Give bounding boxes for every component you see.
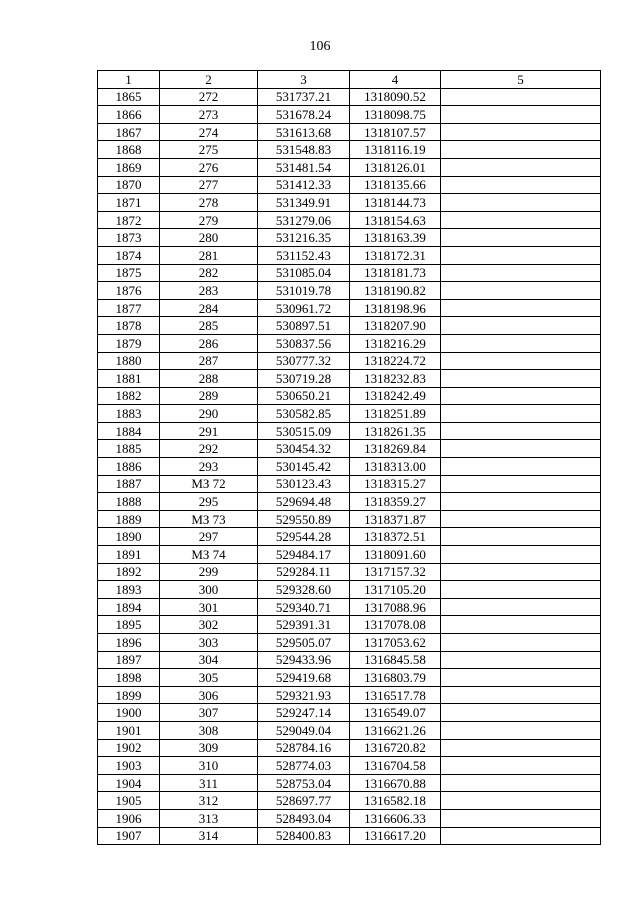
table-cell: 531548.83 — [258, 141, 350, 159]
table-cell: 531085.04 — [258, 264, 350, 282]
table-cell: 1867 — [98, 123, 160, 141]
table-row — [98, 704, 601, 722]
table-cell: МЗ 73 — [160, 510, 258, 528]
table-row — [98, 546, 601, 564]
table-cell: 1884 — [98, 422, 160, 440]
table-cell — [441, 405, 601, 423]
table-cell: 1316845.58 — [350, 651, 441, 669]
table-cell — [441, 721, 601, 739]
table-cell: 531481.54 — [258, 158, 350, 176]
table-cell: 528697.77 — [258, 792, 350, 810]
table-cell: 531678.24 — [258, 106, 350, 124]
table-cell: 528784.16 — [258, 739, 350, 757]
table-cell — [441, 563, 601, 581]
table-cell: 529391.31 — [258, 616, 350, 634]
table-cell: 1900 — [98, 704, 160, 722]
table-cell: 1882 — [98, 387, 160, 405]
table-cell: 1895 — [98, 616, 160, 634]
table-cell — [441, 546, 601, 564]
table-cell — [441, 352, 601, 370]
table-cell: 279 — [160, 211, 258, 229]
table-cell: 1905 — [98, 792, 160, 810]
table-cell: 1317053.62 — [350, 634, 441, 652]
table-row — [98, 598, 601, 616]
table-cell: 1881 — [98, 370, 160, 388]
table-row — [98, 211, 601, 229]
table-cell — [441, 581, 601, 599]
table-cell: 530719.28 — [258, 370, 350, 388]
table-cell: 1870 — [98, 176, 160, 194]
table-cell: 530123.43 — [258, 475, 350, 493]
table-cell: 530961.72 — [258, 299, 350, 317]
table-cell — [441, 493, 601, 511]
table-cell: 303 — [160, 634, 258, 652]
table-cell: 529694.48 — [258, 493, 350, 511]
table-row — [98, 141, 601, 159]
table-row — [98, 264, 601, 282]
table-cell: 1878 — [98, 317, 160, 335]
table-cell — [441, 634, 601, 652]
table-cell: 289 — [160, 387, 258, 405]
table-cell: 1887 — [98, 475, 160, 493]
table-row — [98, 158, 601, 176]
table-row — [98, 88, 601, 106]
table-cell: 529550.89 — [258, 510, 350, 528]
table-cell: 297 — [160, 528, 258, 546]
table-cell — [441, 264, 601, 282]
table-cell: 1865 — [98, 88, 160, 106]
table-cell: 530897.51 — [258, 317, 350, 335]
table-cell: 529049.04 — [258, 721, 350, 739]
table-row — [98, 686, 601, 704]
table-row — [98, 528, 601, 546]
table-cell: 272 — [160, 88, 258, 106]
table-row — [98, 317, 601, 335]
table-cell: 530515.09 — [258, 422, 350, 440]
table-row — [98, 616, 601, 634]
table-cell — [441, 176, 601, 194]
table-cell: 1868 — [98, 141, 160, 159]
table-row — [98, 194, 601, 212]
table-cell: 1885 — [98, 440, 160, 458]
table-cell: 1897 — [98, 651, 160, 669]
table-row — [98, 651, 601, 669]
table-cell — [441, 123, 601, 141]
table-cell: 1316803.79 — [350, 669, 441, 687]
table-cell: 1318371.87 — [350, 510, 441, 528]
table-cell: 531613.68 — [258, 123, 350, 141]
table-cell: МЗ 74 — [160, 546, 258, 564]
table-cell: 1873 — [98, 229, 160, 247]
table-cell: 1888 — [98, 493, 160, 511]
table-cell: 530582.85 — [258, 405, 350, 423]
table-cell: 531349.91 — [258, 194, 350, 212]
table-cell: 1318198.96 — [350, 299, 441, 317]
table-cell — [441, 370, 601, 388]
table-cell: 1317105.20 — [350, 581, 441, 599]
table-cell: 1893 — [98, 581, 160, 599]
table-cell: 1318224.72 — [350, 352, 441, 370]
table-cell: 528774.03 — [258, 757, 350, 775]
table-cell: 1880 — [98, 352, 160, 370]
table-cell: 288 — [160, 370, 258, 388]
table-cell: 528400.83 — [258, 827, 350, 845]
table-cell: 1318359.27 — [350, 493, 441, 511]
table-cell: 1318090.52 — [350, 88, 441, 106]
table-row — [98, 721, 601, 739]
table-cell: 282 — [160, 264, 258, 282]
table-cell: 1318091.60 — [350, 546, 441, 564]
table-cell: 293 — [160, 458, 258, 476]
table-cell: 1877 — [98, 299, 160, 317]
table-cell — [441, 616, 601, 634]
table-cell: 1318098.75 — [350, 106, 441, 124]
table-cell: 292 — [160, 440, 258, 458]
table-cell: 309 — [160, 739, 258, 757]
table-row — [98, 634, 601, 652]
table-cell — [441, 422, 601, 440]
table-cell: 529419.68 — [258, 669, 350, 687]
coordinates-table — [97, 70, 601, 845]
table-row — [98, 739, 601, 757]
table-cell: МЗ 72 — [160, 475, 258, 493]
table-cell: 1871 — [98, 194, 160, 212]
table-cell: 284 — [160, 299, 258, 317]
table-cell: 529505.07 — [258, 634, 350, 652]
table-cell: 1886 — [98, 458, 160, 476]
table-cell: 531216.35 — [258, 229, 350, 247]
table-cell: 1896 — [98, 634, 160, 652]
table-cell: 1316720.82 — [350, 739, 441, 757]
table-cell: 528493.04 — [258, 809, 350, 827]
table-cell: 286 — [160, 334, 258, 352]
table-cell: 529328.60 — [258, 581, 350, 599]
table-cell — [441, 774, 601, 792]
table-cell — [441, 598, 601, 616]
table-cell: 529340.71 — [258, 598, 350, 616]
table-cell: 281 — [160, 246, 258, 264]
table-cell: 1907 — [98, 827, 160, 845]
table-cell: 275 — [160, 141, 258, 159]
table-cell — [441, 440, 601, 458]
table-cell: 290 — [160, 405, 258, 423]
table-cell: 304 — [160, 651, 258, 669]
table-cell: 530145.42 — [258, 458, 350, 476]
column-header: 4 — [350, 71, 441, 89]
table-cell: 1317088.96 — [350, 598, 441, 616]
table-row — [98, 229, 601, 247]
table-cell: 1891 — [98, 546, 160, 564]
table-cell — [441, 757, 601, 775]
table-cell — [441, 809, 601, 827]
table-cell: 299 — [160, 563, 258, 581]
table-cell: 305 — [160, 669, 258, 687]
table-cell: 530837.56 — [258, 334, 350, 352]
table-row — [98, 493, 601, 511]
table-cell: 1316549.07 — [350, 704, 441, 722]
table-cell — [441, 88, 601, 106]
table-cell: 1318207.90 — [350, 317, 441, 335]
table-row — [98, 827, 601, 845]
table-cell: 1318154.63 — [350, 211, 441, 229]
table-cell: 274 — [160, 123, 258, 141]
table-cell: 529247.14 — [258, 704, 350, 722]
table-cell: 273 — [160, 106, 258, 124]
table-cell: 1875 — [98, 264, 160, 282]
table-cell — [441, 229, 601, 247]
table-cell: 1318261.35 — [350, 422, 441, 440]
table-cell: 300 — [160, 581, 258, 599]
table-cell: 280 — [160, 229, 258, 247]
table-cell — [441, 246, 601, 264]
table-cell — [441, 686, 601, 704]
table-cell: 1318172.31 — [350, 246, 441, 264]
table-row — [98, 176, 601, 194]
page-number: 106 — [309, 39, 331, 54]
column-header: 5 — [441, 71, 601, 89]
table-cell: 531279.06 — [258, 211, 350, 229]
table-header-row — [98, 71, 601, 89]
table-cell: 1316704.58 — [350, 757, 441, 775]
table-row — [98, 106, 601, 124]
table-cell: 1874 — [98, 246, 160, 264]
table-row — [98, 757, 601, 775]
table-cell: 531737.21 — [258, 88, 350, 106]
table-cell: 311 — [160, 774, 258, 792]
table-cell — [441, 827, 601, 845]
table-row — [98, 422, 601, 440]
table-row — [98, 774, 601, 792]
table-cell — [441, 158, 601, 176]
table-cell: 1318126.01 — [350, 158, 441, 176]
table-cell — [441, 739, 601, 757]
table-cell: 1318372.51 — [350, 528, 441, 546]
table-row — [98, 282, 601, 300]
table-cell: 1318269.84 — [350, 440, 441, 458]
table-cell: 301 — [160, 598, 258, 616]
table-row — [98, 334, 601, 352]
table-row — [98, 510, 601, 528]
column-header: 2 — [160, 71, 258, 89]
table-cell: 1889 — [98, 510, 160, 528]
table-cell — [441, 792, 601, 810]
table-cell — [441, 510, 601, 528]
table-cell: 1316517.78 — [350, 686, 441, 704]
table-row — [98, 475, 601, 493]
table-row — [98, 352, 601, 370]
table-cell: 529433.96 — [258, 651, 350, 669]
table-cell — [441, 704, 601, 722]
table-cell: 1903 — [98, 757, 160, 775]
table-cell — [441, 299, 601, 317]
table-cell: 1902 — [98, 739, 160, 757]
table-cell: 302 — [160, 616, 258, 634]
table-cell: 1901 — [98, 721, 160, 739]
table-cell: 313 — [160, 809, 258, 827]
table-cell — [441, 334, 601, 352]
table-cell: 276 — [160, 158, 258, 176]
table-row — [98, 792, 601, 810]
table-row — [98, 440, 601, 458]
table-cell: 1318232.83 — [350, 370, 441, 388]
table-cell — [441, 141, 601, 159]
table-cell: 1898 — [98, 669, 160, 687]
table-cell: 1866 — [98, 106, 160, 124]
table-cell: 1318181.73 — [350, 264, 441, 282]
table-cell: 1316621.26 — [350, 721, 441, 739]
table-body — [98, 88, 601, 845]
table-row — [98, 809, 601, 827]
table-cell — [441, 651, 601, 669]
table-row — [98, 299, 601, 317]
table-cell: 530777.32 — [258, 352, 350, 370]
table-cell — [441, 387, 601, 405]
table-cell: 1906 — [98, 809, 160, 827]
table-cell: 1316670.88 — [350, 774, 441, 792]
table-cell: 1894 — [98, 598, 160, 616]
table-cell: 1879 — [98, 334, 160, 352]
table-cell: 528753.04 — [258, 774, 350, 792]
table-cell: 531152.43 — [258, 246, 350, 264]
table-cell: 1318251.89 — [350, 405, 441, 423]
table-cell: 529321.93 — [258, 686, 350, 704]
table-cell: 307 — [160, 704, 258, 722]
table-row — [98, 370, 601, 388]
table-cell — [441, 528, 601, 546]
table-cell — [441, 211, 601, 229]
table-cell: 1318135.66 — [350, 176, 441, 194]
table-cell: 1318216.29 — [350, 334, 441, 352]
table-row — [98, 405, 601, 423]
table-cell: 285 — [160, 317, 258, 335]
table-cell: 531019.78 — [258, 282, 350, 300]
table-row — [98, 246, 601, 264]
table-cell: 530650.21 — [258, 387, 350, 405]
table-cell — [441, 669, 601, 687]
table-cell: 287 — [160, 352, 258, 370]
table-cell: 314 — [160, 827, 258, 845]
table-cell: 529544.28 — [258, 528, 350, 546]
table-cell: 1872 — [98, 211, 160, 229]
table-cell: 1892 — [98, 563, 160, 581]
table-cell — [441, 458, 601, 476]
table-row — [98, 563, 601, 581]
table-cell: 531412.33 — [258, 176, 350, 194]
table-cell: 1316582.18 — [350, 792, 441, 810]
table-cell: 1890 — [98, 528, 160, 546]
table-cell: 1904 — [98, 774, 160, 792]
table-cell: 306 — [160, 686, 258, 704]
table-cell: 1318190.82 — [350, 282, 441, 300]
table-cell: 1318116.19 — [350, 141, 441, 159]
table-cell: 1317157.32 — [350, 563, 441, 581]
table-cell: 277 — [160, 176, 258, 194]
table-cell: 1316617.20 — [350, 827, 441, 845]
table-cell — [441, 106, 601, 124]
column-header: 1 — [98, 71, 160, 89]
column-header: 3 — [258, 71, 350, 89]
table-cell: 308 — [160, 721, 258, 739]
table-row — [98, 123, 601, 141]
table-cell — [441, 317, 601, 335]
table-cell: 529484.17 — [258, 546, 350, 564]
table-cell — [441, 475, 601, 493]
table-cell: 310 — [160, 757, 258, 775]
table-cell: 1883 — [98, 405, 160, 423]
table-cell — [441, 194, 601, 212]
table-cell: 283 — [160, 282, 258, 300]
table-row — [98, 581, 601, 599]
table-cell: 1869 — [98, 158, 160, 176]
table-cell: 1318313.00 — [350, 458, 441, 476]
table-cell: 530454.32 — [258, 440, 350, 458]
table-cell: 1316606.33 — [350, 809, 441, 827]
table-cell: 1318144.73 — [350, 194, 441, 212]
table-cell: 1899 — [98, 686, 160, 704]
table-cell: 312 — [160, 792, 258, 810]
table-cell: 291 — [160, 422, 258, 440]
table-cell: 1317078.08 — [350, 616, 441, 634]
table-cell: 278 — [160, 194, 258, 212]
table-cell: 1318315.27 — [350, 475, 441, 493]
table-cell: 529284.11 — [258, 563, 350, 581]
table-cell — [441, 282, 601, 300]
table-row — [98, 669, 601, 687]
table-cell: 1318163.39 — [350, 229, 441, 247]
table-row — [98, 387, 601, 405]
table-row — [98, 458, 601, 476]
table-cell: 295 — [160, 493, 258, 511]
table-cell: 1318107.57 — [350, 123, 441, 141]
table-cell: 1318242.49 — [350, 387, 441, 405]
table-cell: 1876 — [98, 282, 160, 300]
